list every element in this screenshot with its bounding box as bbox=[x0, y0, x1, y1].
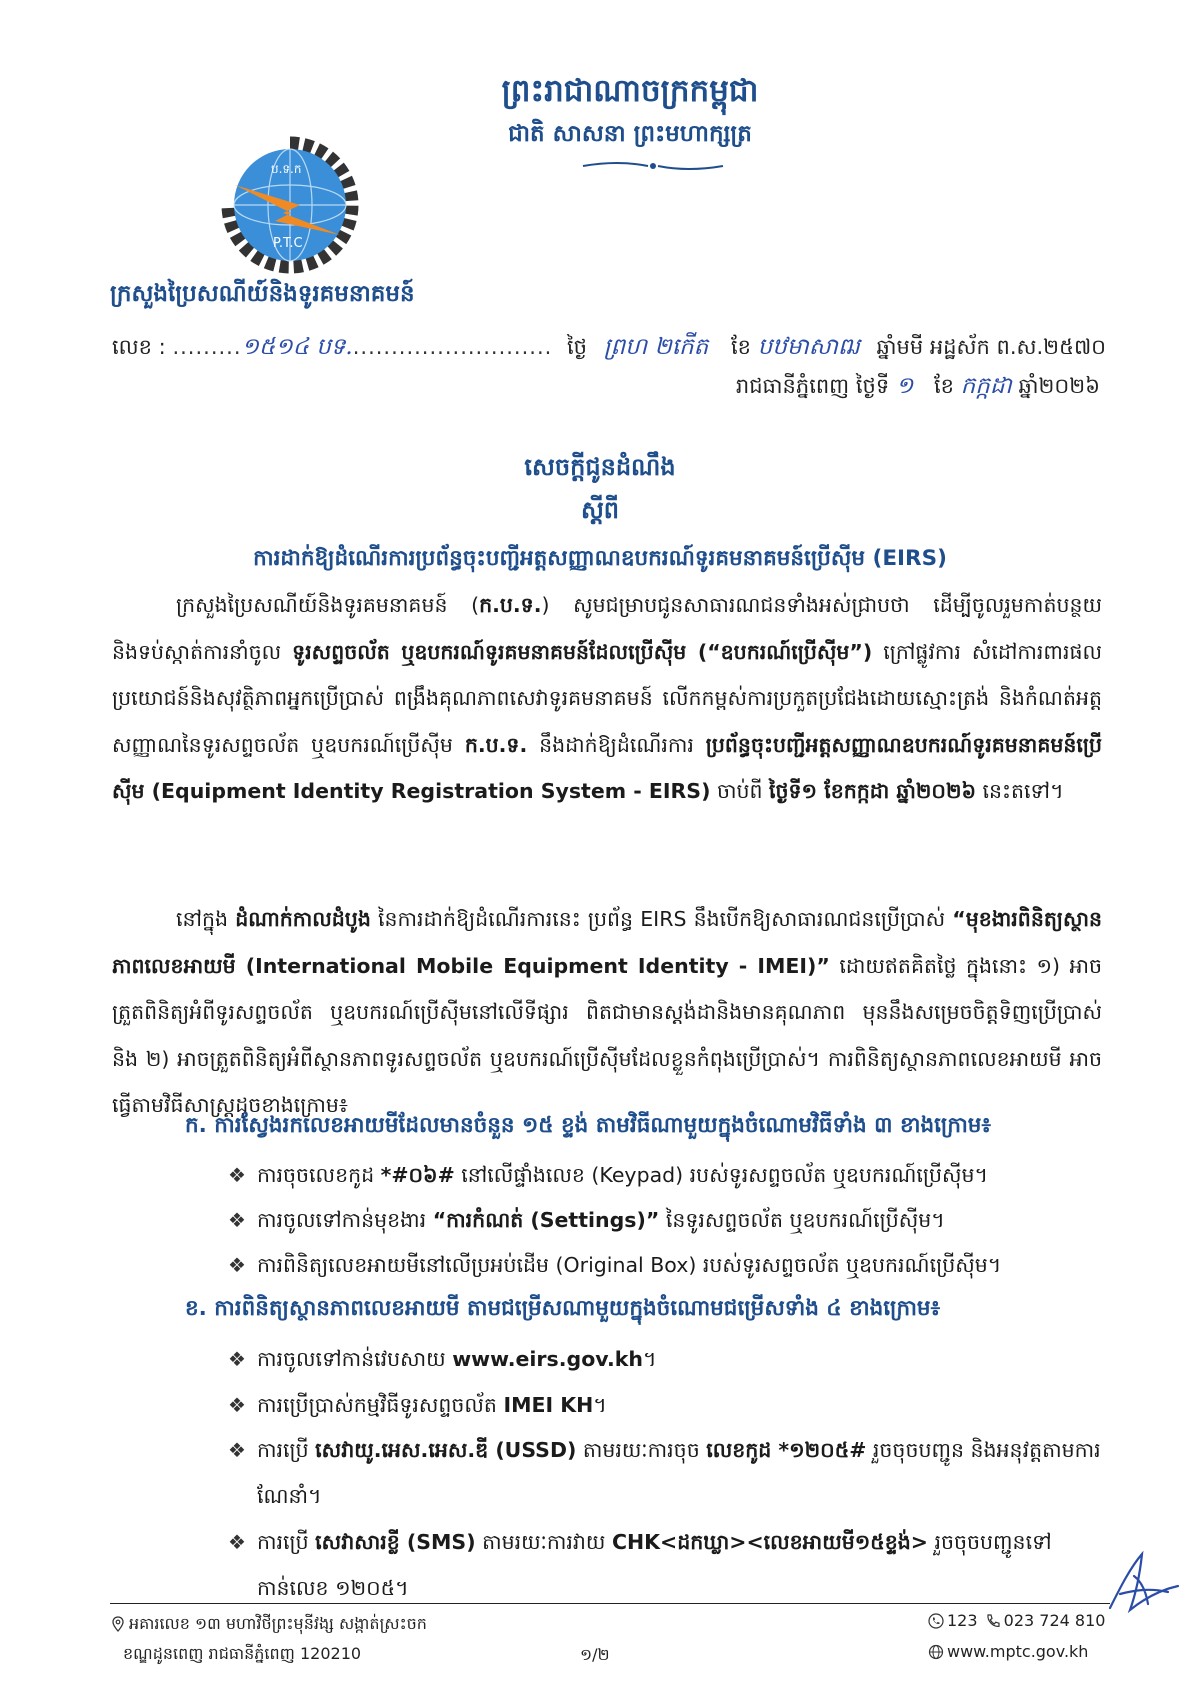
text-run: ការចូលទៅកាន់មុខងារ bbox=[257, 1208, 433, 1232]
bold-run: ថ្ងៃទី១ ខែកក្កដា ឆ្នាំ២០២៦ bbox=[769, 779, 976, 803]
list-item bbox=[228, 1382, 1108, 1428]
dotted-leader: .......................... bbox=[352, 335, 553, 359]
notice-title: សេចក្តីជូនដំណឹង bbox=[524, 453, 676, 481]
list-item bbox=[228, 1427, 1108, 1519]
text-run: នៃទូរសព្ទចល័ត ឬឧបករណ៍ប្រើស៊ីម។ bbox=[659, 1208, 945, 1232]
text-run: ចាប់ពី bbox=[710, 779, 770, 803]
text-run: នៅលើផ្ទាំងលេខ (Keypad) របស់ទូរសព្ទចល័ត ឬឧបករណ៍ប្រើស៊ីម។ bbox=[454, 1163, 989, 1187]
bold-run: ក.ប.ទ. bbox=[479, 593, 542, 617]
bullet-icon: ❖ bbox=[228, 1163, 246, 1187]
ref-number-label: លេខ : bbox=[112, 335, 166, 359]
notice-subtitle: ស្តីពី bbox=[580, 496, 620, 524]
bold-run: លេខកូដ *១២០៥# bbox=[706, 1438, 867, 1462]
bullet-icon: ❖ bbox=[228, 1393, 246, 1417]
footer-divider bbox=[110, 1603, 1110, 1604]
bold-run: ក.ប.ទ. bbox=[464, 732, 528, 757]
text-run: រួចចុចបញ្ជូនទៅកាន់លេខ ១២០៥។ bbox=[257, 1530, 1052, 1600]
bold-run: ទូរសព្ទចល័ត ឬឧបករណ៍ទូរគមនាគមន៍ដែលប្រើស៊ីម (“ឧបករណ៍ប្រើស៊ីម”) bbox=[292, 639, 873, 664]
phone-number: 023 724 810 bbox=[1003, 1611, 1106, 1630]
logo-text-bottom: P.T.C bbox=[273, 236, 303, 251]
paragraph-intro bbox=[112, 582, 1102, 815]
logo-text-top: ប.ទ.ក bbox=[271, 162, 302, 176]
footer-address-line1 bbox=[110, 1613, 427, 1637]
globe-icon bbox=[928, 1644, 944, 1660]
lunar-day: ព្រហ ២កើត bbox=[603, 334, 709, 360]
bullet-icon: ❖ bbox=[228, 1208, 246, 1232]
text-run: នេះតទៅ។ bbox=[975, 779, 1064, 803]
list-item bbox=[228, 1336, 1108, 1382]
ministry-logo bbox=[205, 135, 375, 275]
initial-signature bbox=[1090, 1548, 1180, 1620]
year-text: ឆ្នាំមមី អដ្ឋស័ក ព.ស.២៥៧០ bbox=[876, 335, 1107, 359]
bold-run: ដំណាក់កាលដំបូង bbox=[235, 907, 371, 931]
text-run: ) សូមជម្រាបជូនសាធារណជនទាំងអស់ជ្រាបថា ដើម្បីចូលរួមកាត់បន្ថយនិងទប់ស្កាត់ការនាំចូល bbox=[112, 593, 1102, 664]
text-run: ការប្រើ bbox=[257, 1530, 316, 1554]
website-link-text: www.eirs.gov.kh bbox=[452, 1347, 643, 1371]
footer-website bbox=[928, 1642, 1088, 1661]
page-number: ១/២ bbox=[580, 1645, 610, 1664]
month-label: ខែ bbox=[730, 335, 751, 359]
divider-ornament bbox=[578, 158, 728, 174]
bold-run: សេវាយូ.អេស.អេស.ឌី (USSD) bbox=[315, 1438, 577, 1462]
bold-run: *#០៦# bbox=[380, 1163, 455, 1187]
text-run: ការប្រើប្រាស់កម្មវិធីទូរសព្ទចល័ត bbox=[257, 1393, 504, 1417]
national-motto: ជាតិ សាសនា ព្រះមហាក្សត្រ bbox=[508, 120, 752, 147]
website-text: www.mptc.gov.kh bbox=[947, 1642, 1089, 1661]
bullet-icon: ❖ bbox=[228, 1253, 246, 1277]
date-line bbox=[736, 372, 1100, 405]
text-run: រួចចុចបញ្ជូន និងអនុវត្តតាមការណែនាំ។ bbox=[257, 1438, 1101, 1508]
text-run: ការចូលទៅកាន់វេបសាយ bbox=[257, 1347, 453, 1371]
footer-phones bbox=[928, 1611, 1105, 1630]
list-item bbox=[228, 1242, 1108, 1288]
text-run: ក្រៅផ្លូវការ សំដៅការពារផលប្រយោជន៍និងសុវត្ថិភាពអ្នកប្រើប្រាស់ ពង្រឹងគុណភាពសេវាទូរគមនាគមន៍ លើកកម្ពស់ការប្រកួតប្រជែងដោយស្មោះត្រង់ និងកំណត់អត្តសញ្ញាណនៃទូរសព្ទចល័ត ឬឧបករណ៍ប្រើស៊ីម bbox=[112, 639, 1102, 757]
text-run: នៅក្នុង bbox=[176, 907, 236, 931]
ref-number-value: ១៥១៤ បទ. bbox=[241, 334, 353, 360]
bold-run: “មុខងារពិនិត្យស្ថានភាពលេខអាយមី (International Mobile Equipment Identity - IMEI)” bbox=[112, 907, 1102, 978]
text-run: ការពិនិត្យលេខអាយមីនៅលើប្រអប់ដើម (Original Box) របស់ទូរសព្ទចល័ត ឬឧបករណ៍ប្រើស៊ីម។ bbox=[257, 1253, 1002, 1277]
bold-run: IMEI KH bbox=[503, 1393, 594, 1417]
list-item bbox=[228, 1197, 1108, 1243]
text-run: ការចុចលេខកូដ bbox=[257, 1163, 381, 1187]
phone-short: 123 bbox=[947, 1611, 978, 1630]
list-item bbox=[228, 1152, 1108, 1198]
lunar-month: បឋមាសាឍ bbox=[757, 334, 860, 360]
list-item bbox=[228, 1519, 1108, 1611]
bold-run: “ការកំណត់ (Settings)” bbox=[432, 1208, 660, 1232]
text-run: ដោយឥតគិតថ្លៃ ក្នុងនោះ ១) អាចត្រួតពិនិត្យអំពីទូរសព្ទចល័ត ឬឧបករណ៍ប្រើស៊ីមនៅលើទីផ្សារ ពិតជាមានស្តង់ដានិងមានគុណភាព មុននឹងសម្រេចចិត្តទិញប្រើប្រាស់ និង ២) អាចត្រួតពិនិត្យអំពីស្ថានភាពទូរសព្ទចល័ត ឬឧបករណ៍ប្រើស៊ីមដែលខ្លួនកំពុងប្រើប្រាស់។ ការពិនិត្យស្ថានភាពលេខអាយមី អាចធ្វើតាមវិធីសាស្ត្រដូចខាងក្រោម៖ bbox=[112, 953, 1102, 1117]
text-run: នៃការដាក់ឱ្យដំណើរការនេះ ប្រព័ន្ធ EIRS នឹងបើកឱ្យសាធារណជនប្រើប្រាស់ bbox=[370, 907, 953, 931]
date-day: ១ bbox=[895, 373, 914, 399]
address-text: អគារលេខ ១៣ មហាវិថីព្រះមុនីវង្ស សង្កាត់ស្រះចក bbox=[129, 1614, 427, 1633]
day-label: ថ្ងៃ bbox=[566, 335, 587, 359]
section-a-heading: ក. ការស្វែងរកលេខអាយមីដែលមានចំនួន ១៥ ខ្ទង់ តាមវិធីណាមួយក្នុងចំណោមវិធីទាំង ៣ ខាងក្រោម៖ bbox=[185, 1113, 991, 1138]
paragraph-phase bbox=[112, 896, 1102, 1129]
location-pin-icon bbox=[110, 1616, 126, 1632]
section-b-heading: ខ. ការពិនិត្យស្ថានភាពលេខអាយមី តាមជម្រើសណាមួយក្នុងចំណោមជម្រើសទាំង ៤ ខាងក្រោម៖ bbox=[185, 1296, 941, 1321]
text-run: ក្រសួងប្រៃសណីយ៍និងទូរគមនាគមន៍ ( bbox=[176, 593, 480, 617]
reference-line bbox=[112, 333, 1107, 366]
phone-icon bbox=[985, 1613, 1001, 1629]
bullet-icon: ❖ bbox=[228, 1347, 246, 1371]
text-run: ការប្រើ bbox=[257, 1438, 316, 1462]
text-run: ។ bbox=[593, 1393, 607, 1417]
phone-circle-icon bbox=[928, 1613, 944, 1629]
text-run: ។ bbox=[643, 1347, 657, 1371]
kingdom-title: ព្រះរាជាណាចក្រកម្ពុជា bbox=[501, 73, 759, 109]
bold-run: CHK<ដកឃ្លា><លេខអាយមី១៥ខ្ទង់> bbox=[611, 1530, 928, 1554]
bold-run: សេវាសារខ្លី (SMS) bbox=[315, 1530, 476, 1554]
notice-subject: ការដាក់ឱ្យដំណើរការប្រព័ន្ធចុះបញ្ជីអត្តសញ្ញាណឧបករណ៍ទូរគមនាគមន៍ប្រើស៊ីម (EIRS) bbox=[253, 546, 947, 571]
bullet-icon: ❖ bbox=[228, 1530, 246, 1554]
text-run: នឹងដាក់ឱ្យដំណើរការ bbox=[527, 732, 706, 757]
ministry-name: ក្រសួងប្រៃសណីយ៍និងទូរគមនាគមន៍ bbox=[110, 280, 415, 307]
date-year: ឆ្នាំ២០២៦ bbox=[1018, 374, 1100, 398]
bullet-icon: ❖ bbox=[228, 1438, 246, 1462]
date-month: កក្កដា bbox=[960, 373, 1012, 399]
date-city-label: រាជធានីភ្នំពេញ ថ្ងៃទី bbox=[735, 374, 890, 398]
text-run: តាមរយៈការចុច bbox=[576, 1438, 707, 1462]
dotted-leader: ......... bbox=[172, 335, 242, 359]
bold-run: ប្រព័ន្ធចុះបញ្ជីអត្តសញ្ញាណឧបករណ៍ទូរគមនាគមន៍ប្រើស៊ីម (Equipment Identity Registration System - EIRS) bbox=[112, 732, 1102, 803]
footer-address-line2: ខណ្ឌដូនពេញ រាជធានីភ្នំពេញ 120210 bbox=[123, 1644, 362, 1663]
date-month-label: ខែ bbox=[933, 374, 954, 398]
text-run: តាមរយៈការវាយ bbox=[475, 1530, 612, 1554]
